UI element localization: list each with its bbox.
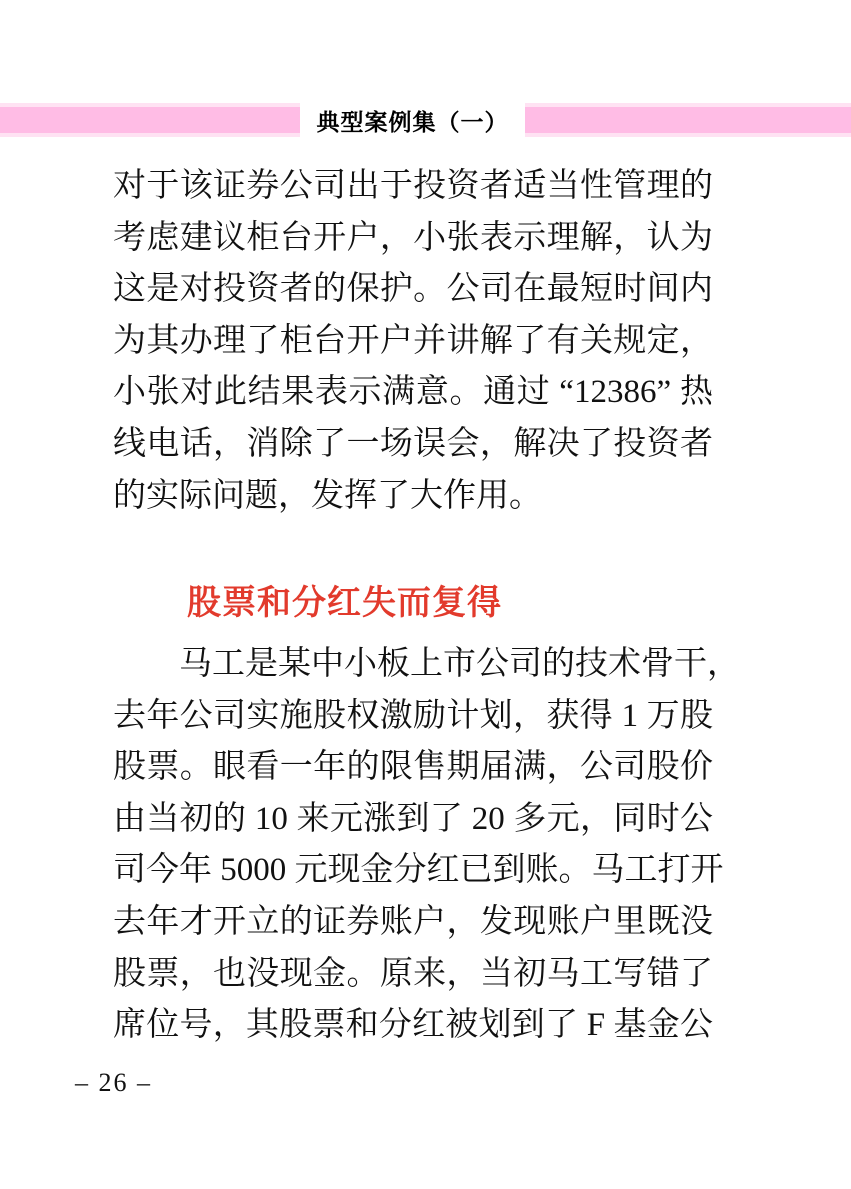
- body-line: 席位号，其股票和分红被划到了 F 基金公: [113, 1007, 713, 1044]
- body-line: 马工是某中小板上市公司的技术骨干，: [179, 646, 740, 682]
- body-line: 由当初的 10 来元涨到了 20 多元，同时公: [113, 800, 713, 837]
- page-number: – 26 –: [75, 1068, 152, 1097]
- body-line: 股票，也没现金。原来，当初马工写错了: [113, 955, 713, 992]
- body-line: 去年才开立的证券账户，发现账户里既没: [113, 903, 713, 940]
- body-line: 司今年 5000 元现金分红已到账。马工打开: [113, 852, 724, 889]
- running-header-title: 典型案例集（一）: [300, 100, 525, 140]
- header-bar-left: [0, 107, 308, 133]
- body-line: 股票。眼看一年的限售期届满，公司股价: [113, 749, 713, 786]
- body-line: 这是对投资者的保护。公司在最短时间内: [113, 271, 713, 308]
- section-heading: 股票和分红失而复得: [187, 584, 502, 622]
- body-line: 为其办理了柜台开户并讲解了有关规定，: [113, 322, 713, 359]
- paragraph-2: [113, 639, 740, 1052]
- body-line: 对于该证券公司出于投资者适当性管理的: [113, 168, 713, 204]
- body-line: 的实际问题，发挥了大作用。: [113, 477, 542, 514]
- paragraph-1: [113, 161, 713, 522]
- header-bar-right: [517, 107, 851, 133]
- body-line: 去年公司实施股权激励计划，获得 1 万股: [113, 697, 714, 734]
- body-line: 小张对此结果表示满意。通过 “12386” 热: [113, 374, 713, 411]
- body-line: 线电话，消除了一场误会，解决了投资者: [113, 425, 713, 462]
- body-line: 考虑建议柜台开户，小张表示理解，认为: [113, 219, 713, 256]
